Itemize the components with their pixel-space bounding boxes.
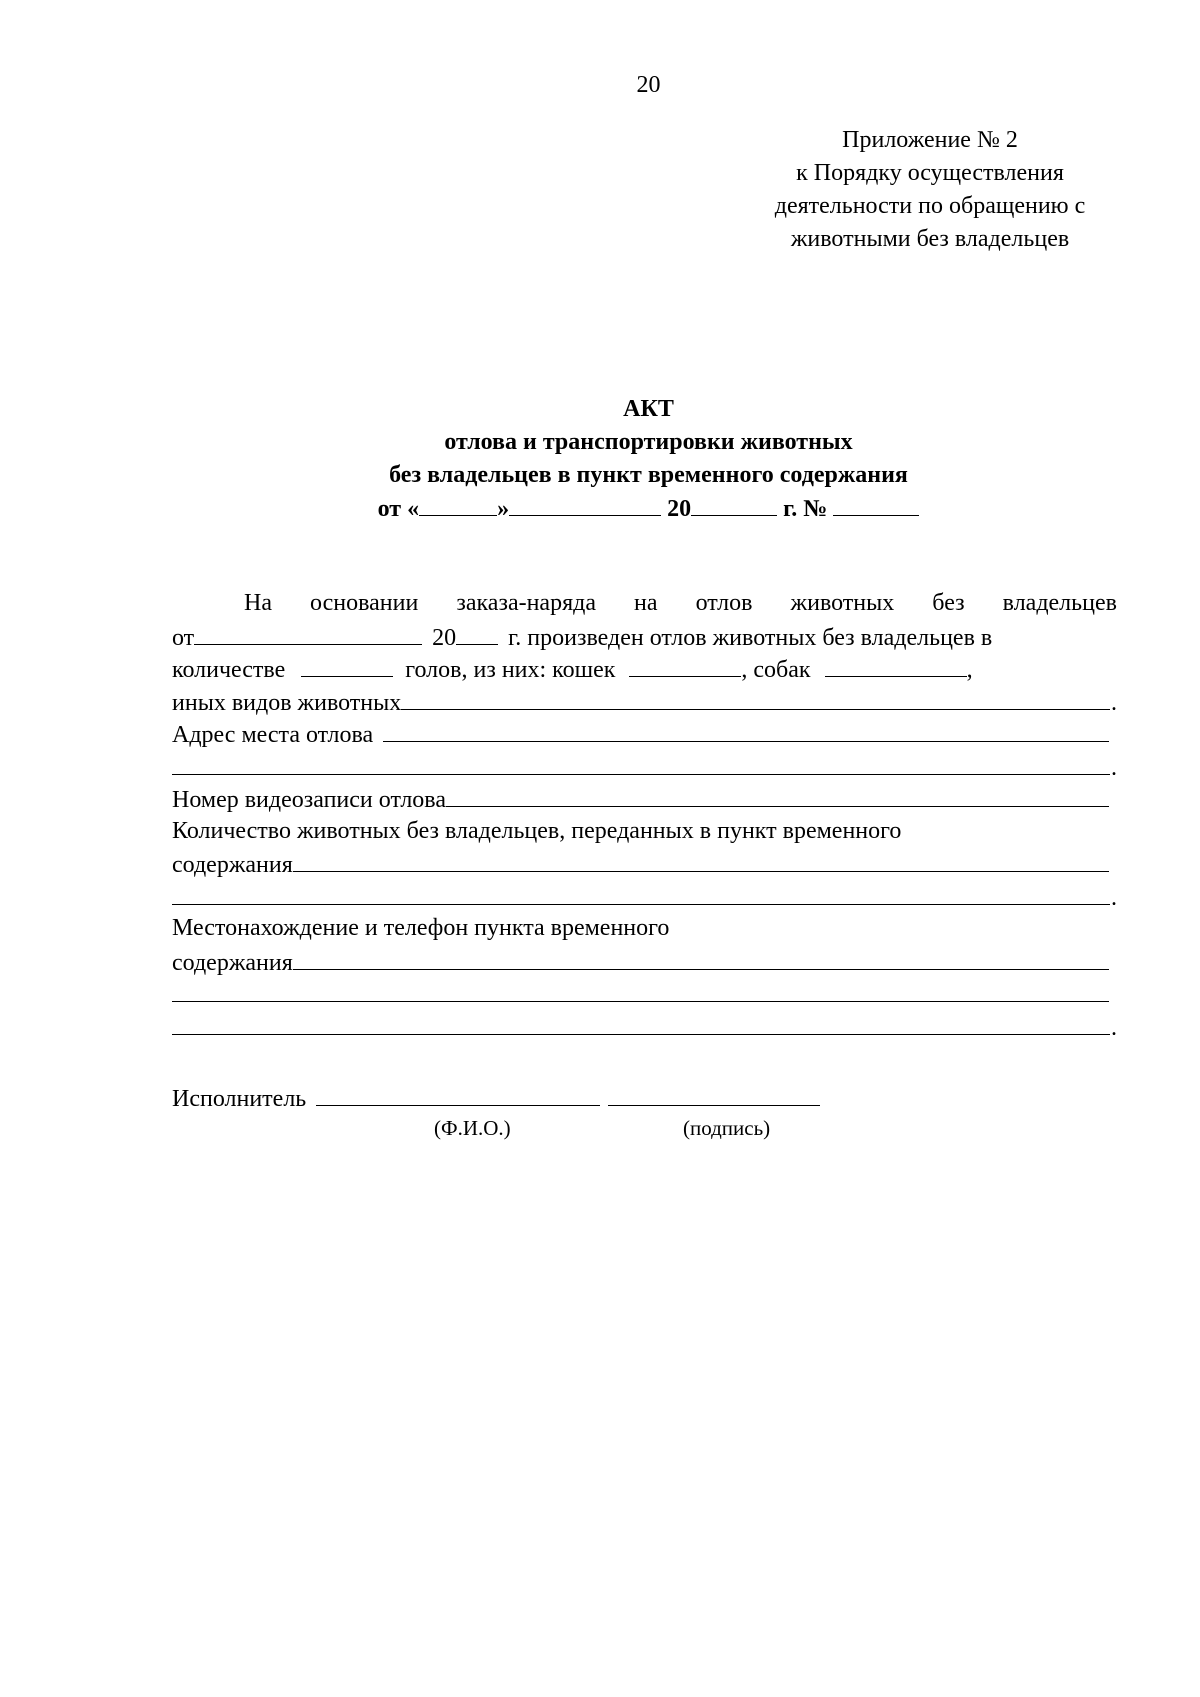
act-body <box>172 588 1117 1043</box>
word: основании <box>310 590 419 616</box>
executor-label: Исполнитель <box>172 1086 307 1112</box>
address-line-2 <box>172 751 1117 784</box>
appendix-line-2: к Порядку осуществления <box>796 160 1064 186</box>
body-line-2 <box>172 621 1117 654</box>
other-animals-blank[interactable] <box>401 686 1110 710</box>
transferred-line <box>172 816 1117 849</box>
title-date-prefix: от « <box>377 496 420 522</box>
location-line-3 <box>172 978 1117 1011</box>
location-line <box>172 913 1117 946</box>
year-blank[interactable] <box>691 492 777 516</box>
title-year-prefix: 20 <box>667 496 692 522</box>
location-label-2: содержания <box>172 949 293 976</box>
fio-caption: (Ф.И.О.) <box>434 1116 511 1140</box>
location-line-4 <box>172 1011 1117 1044</box>
year-prefix: 20 <box>432 624 457 651</box>
address-line <box>172 718 1117 751</box>
page-number: 20 <box>636 72 661 98</box>
appendix-line-4: животными без владельцев <box>790 226 1070 252</box>
period: . <box>1111 884 1117 911</box>
body-line-1 <box>172 588 1117 621</box>
body-line-4 <box>172 686 1117 719</box>
day-blank[interactable] <box>419 492 497 516</box>
executor-name-blank[interactable] <box>316 1082 600 1106</box>
order-date-blank[interactable] <box>194 621 422 645</box>
appendix-line-3: деятельности по обращению с <box>774 193 1086 219</box>
quantity-label: количестве <box>172 657 286 683</box>
period: . <box>1111 754 1117 781</box>
title-date-line <box>0 492 1200 525</box>
word: животных <box>790 590 895 616</box>
signature-block <box>172 1082 1117 1115</box>
month-blank[interactable] <box>509 492 661 516</box>
transferred-label: Количество животных без владельцев, переданных в пункт временного <box>172 817 902 844</box>
location-line-2 <box>172 946 1117 979</box>
title-quote-close: » <box>497 496 510 522</box>
location-blank-3[interactable] <box>172 1011 1110 1035</box>
address-label: Адрес места отлова <box>172 722 374 748</box>
executor-signature-blank[interactable] <box>608 1082 820 1106</box>
word: На <box>244 590 272 616</box>
title-line-3: без владельцев в пункт временного содержания <box>389 462 908 488</box>
transferred-label-2: содержания <box>172 852 293 878</box>
title-line-2: отлова и транспортировки животных <box>444 429 853 455</box>
title-number-label: г. № <box>783 496 828 522</box>
word: заказа-наряда <box>456 590 596 616</box>
from-label: от <box>172 624 195 651</box>
video-number-blank[interactable] <box>446 783 1109 807</box>
word: владельцев <box>1002 590 1117 616</box>
word: на <box>634 590 658 616</box>
cats-count-blank[interactable] <box>629 653 741 677</box>
document-title <box>0 393 1200 525</box>
body-line-3 <box>172 653 1117 686</box>
dogs-label: , собак <box>741 657 811 683</box>
title-line-1: АКТ <box>623 396 674 422</box>
executor-line <box>172 1082 1117 1115</box>
word: отлов <box>695 590 753 616</box>
location-blank-2[interactable] <box>172 978 1109 1002</box>
video-label: Номер видеозаписи отлова <box>172 787 446 813</box>
total-count-blank[interactable] <box>301 653 393 677</box>
address-blank-2[interactable] <box>172 751 1110 775</box>
other-animals-label: иных видов животных <box>172 689 402 716</box>
signature-caption: (подпись) <box>683 1116 771 1140</box>
comma: , <box>966 657 973 683</box>
act-number-blank[interactable] <box>833 492 919 516</box>
video-line <box>172 783 1117 816</box>
period: . <box>1111 1014 1117 1041</box>
transferred-count-blank-2[interactable] <box>172 881 1110 905</box>
location-blank[interactable] <box>293 946 1109 970</box>
address-blank[interactable] <box>383 718 1109 742</box>
transferred-line-2 <box>172 848 1117 881</box>
transferred-count-blank[interactable] <box>293 848 1109 872</box>
word: без <box>932 590 965 616</box>
body-text: г. произведен отлов животных без владельцев в <box>508 624 993 651</box>
order-year-blank[interactable] <box>456 621 498 645</box>
heads-label: голов, из них: кошек <box>405 657 616 683</box>
appendix-note <box>690 124 1170 256</box>
transferred-line-3 <box>172 881 1117 914</box>
appendix-line-1: Приложение № 2 <box>842 127 1018 153</box>
period: . <box>1111 689 1117 716</box>
location-label: Местонахождение и телефон пункта временного <box>172 915 670 941</box>
dogs-count-blank[interactable] <box>825 653 967 677</box>
